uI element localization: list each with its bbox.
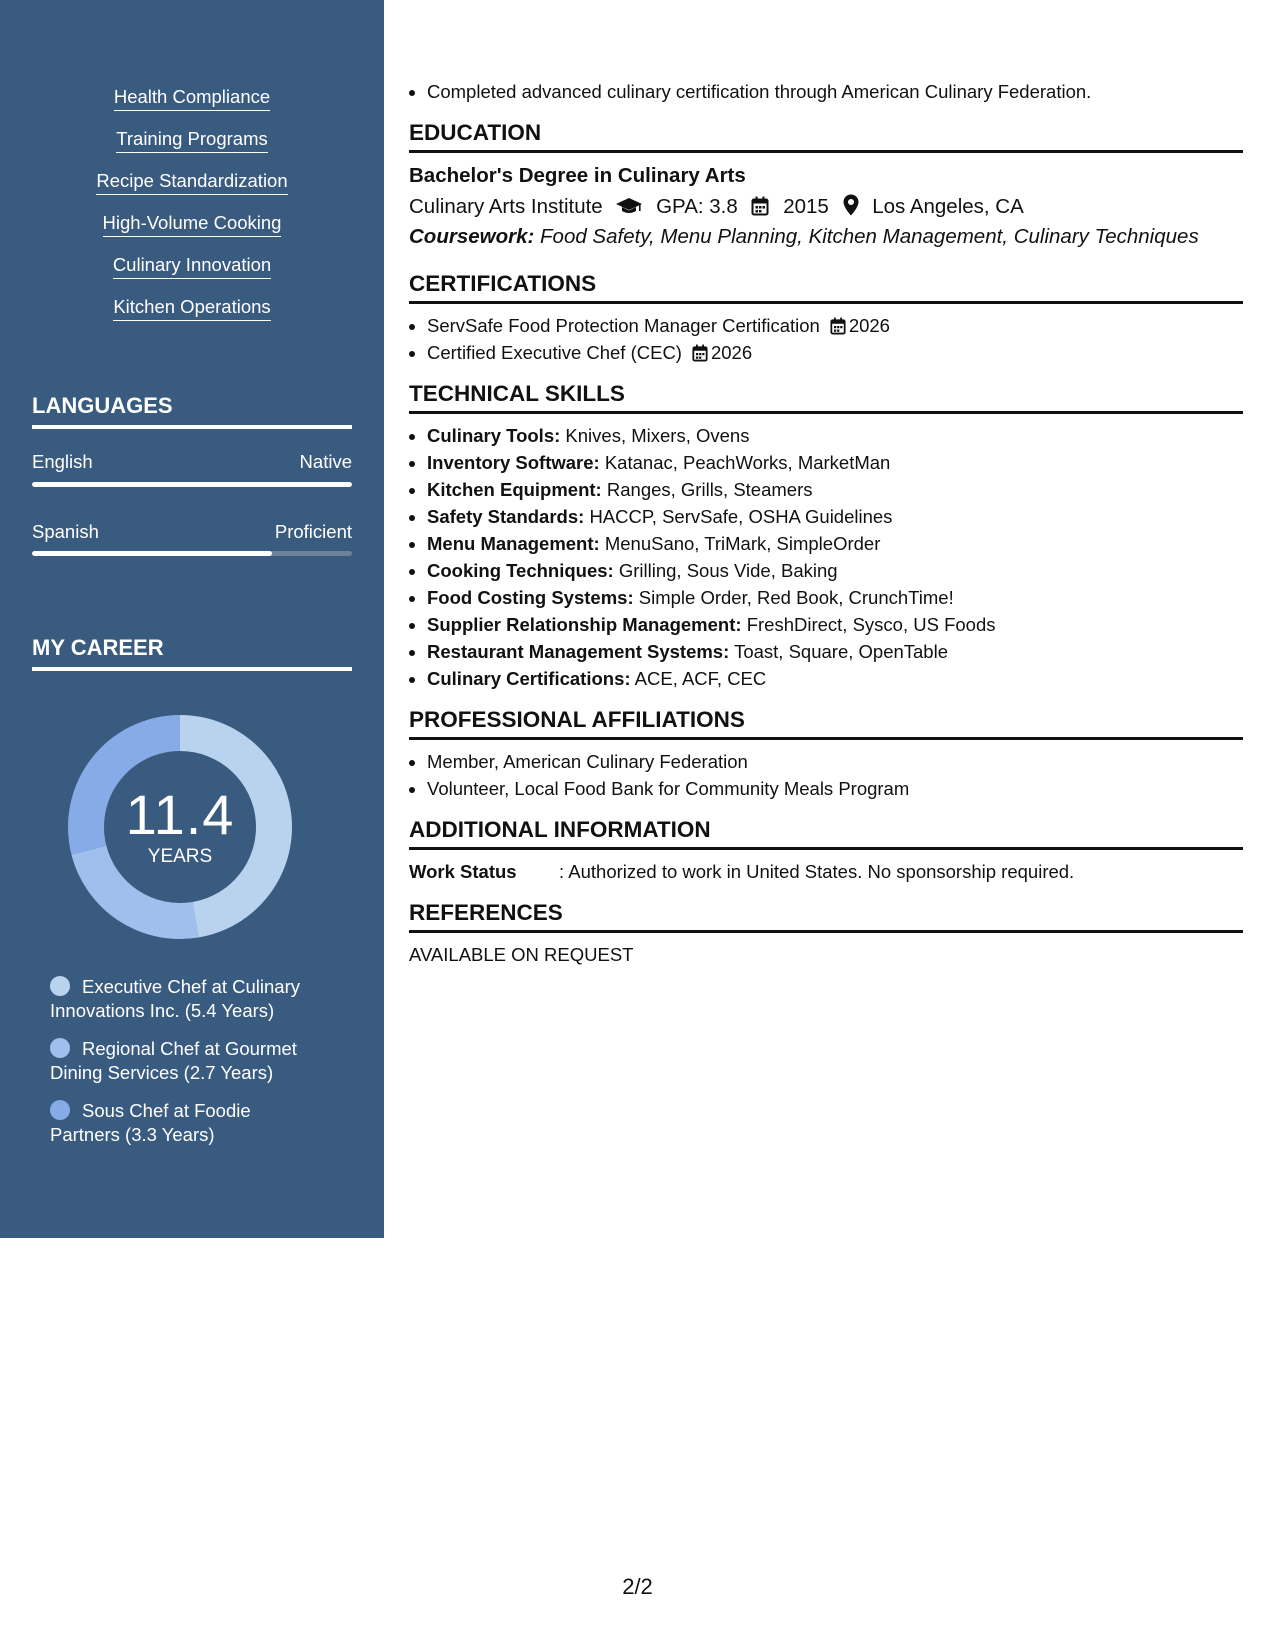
certification-item [427,339,1243,366]
language-row [32,521,352,543]
career-dot [50,1100,70,1120]
skill-tag: Culinary Innovation [113,254,271,279]
career-item [50,1037,320,1085]
certification-year: 2026 [848,315,890,336]
language-bar [32,482,352,487]
page-number: 2/2 [622,1574,653,1599]
skill-item [427,476,1243,503]
certifications-heading: CERTIFICATIONS [409,270,1243,304]
skill-value: Knives, Mixers, Ovens [565,425,750,446]
graduation-year: 2015 [783,195,829,218]
institution: Culinary Arts Institute [409,195,603,218]
language-level: Native [299,451,352,472]
coursework-label: Coursework: [409,225,535,248]
sidebar [0,0,384,1238]
skill-value: MenuSano, TriMark, SimpleOrder [604,533,881,554]
skill-label: Culinary Tools: [427,425,561,446]
skill-label: Food Costing Systems: [427,587,634,608]
achievement-list [409,78,1243,105]
affiliations-heading: PROFESSIONAL AFFILIATIONS [409,706,1243,740]
certifications-list [409,312,1243,366]
skill-label: Restaurant Management Systems: [427,641,730,662]
career-total-unit: YEARS [147,846,213,867]
work-status-value: : Authorized to work in United States. No sponsorship required. [559,861,1075,882]
skill-item [427,665,1243,692]
languages-heading: LANGUAGES [32,393,352,429]
skill-tag: Training Programs [116,128,267,153]
additional-info-heading: ADDITIONAL INFORMATION [409,816,1243,850]
coursework-text: Food Safety, Menu Planning, Kitchen Management, Culinary Techniques [540,225,1199,248]
skill-label: Safety Standards: [427,506,585,527]
career-item [50,975,320,1023]
career-total-years: 11.4 [125,783,235,846]
skill-value: FreshDirect, Sysco, US Foods [746,614,996,635]
certification-date [820,315,890,336]
language-row [32,451,352,473]
career-heading: MY CAREER [32,635,352,671]
skill-label: Cooking Techniques: [427,560,614,581]
skill-label: Kitchen Equipment: [427,479,602,500]
skill-item [427,584,1243,611]
career-dot [50,976,70,996]
skill-value: ACE, ACF, CEC [634,668,767,689]
language-name: English [32,451,93,472]
skill-value: Simple Order, Red Book, CrunchTime! [638,587,954,608]
skill-tag: Health Compliance [114,86,270,111]
skill-item [427,611,1243,638]
technical-skills-list [409,422,1243,692]
skill-value: Katanac, PeachWorks, MarketMan [604,452,891,473]
technical-skills-heading: TECHNICAL SKILLS [409,380,1243,414]
location: Los Angeles, CA [872,195,1024,218]
language-bar-fill [32,482,352,487]
location-pin-icon [843,194,859,216]
degree-title: Bachelor's Degree in Culinary Arts [409,164,746,187]
certification-year: 2026 [710,342,753,363]
main-content [409,78,1243,968]
career-donut-segment-0 [180,715,292,937]
skill-label: Supplier Relationship Management: [427,614,742,635]
skill-label: Menu Management: [427,533,600,554]
certification-item [427,312,1243,339]
education-details [409,191,1243,222]
skills-list [0,86,384,338]
skill-tag: Kitchen Operations [113,296,270,321]
calendar-icon [692,344,708,362]
skill-label: Inventory Software: [427,452,600,473]
skill-item [427,449,1243,476]
skill-tag: High-Volume Cooking [103,212,282,237]
affiliation-item: • Member, American Culinary Federation [427,748,1243,775]
career-item [50,1099,320,1147]
skill-value: Grilling, Sous Vide, Baking [618,560,838,581]
certification-name: ServSafe Food Protection Manager Certification [427,315,820,336]
work-status-label: Work Status [409,861,517,882]
career-label: Sous Chef at Foodie Partners (3.3 Years) [50,1100,251,1145]
skill-value: Toast, Square, OpenTable [734,641,948,662]
education-heading: EDUCATION [409,119,1243,153]
certification-date [682,342,752,363]
skill-item [427,638,1243,665]
gpa: GPA: 3.8 [656,195,738,218]
language-bar-fill [32,551,272,556]
language-name: Spanish [32,521,99,542]
affiliation-item: • Volunteer, Local Food Bank for Community Meals Program [427,775,1243,802]
career-donut-chart [66,713,294,941]
career-list [50,975,320,1161]
language-bar [32,551,352,556]
skill-value: HACCP, ServSafe, OSHA Guidelines [589,506,893,527]
skill-label: Culinary Certifications: [427,668,631,689]
affiliations-list [409,748,1243,802]
career-donut-segment-2 [68,715,180,854]
achievement-item: • Completed advanced culinary certification through American Culinary Federation. [427,78,1243,105]
skill-item [427,503,1243,530]
work-status [409,858,1243,885]
language-level: Proficient [274,521,352,542]
skill-tag: Recipe Standardization [96,170,287,195]
graduation-cap-icon [616,196,642,216]
references-text: AVAILABLE ON REQUEST [409,944,634,965]
calendar-icon [830,317,846,335]
skill-item [427,422,1243,449]
references-heading: REFERENCES [409,899,1243,933]
certification-name: Certified Executive Chef (CEC) [427,342,682,363]
career-label: Regional Chef at Gourmet Dining Services (2.7 Years) [50,1038,297,1083]
career-donut-segment-1 [71,846,198,939]
coursework [409,222,1243,252]
career-label: Executive Chef at Culinary Innovations Inc. (5.4 Years) [50,976,300,1021]
skill-item [427,530,1243,557]
calendar-icon [751,196,769,216]
skill-item [427,557,1243,584]
career-dot [50,1038,70,1058]
skill-value: Ranges, Grills, Steamers [606,479,813,500]
